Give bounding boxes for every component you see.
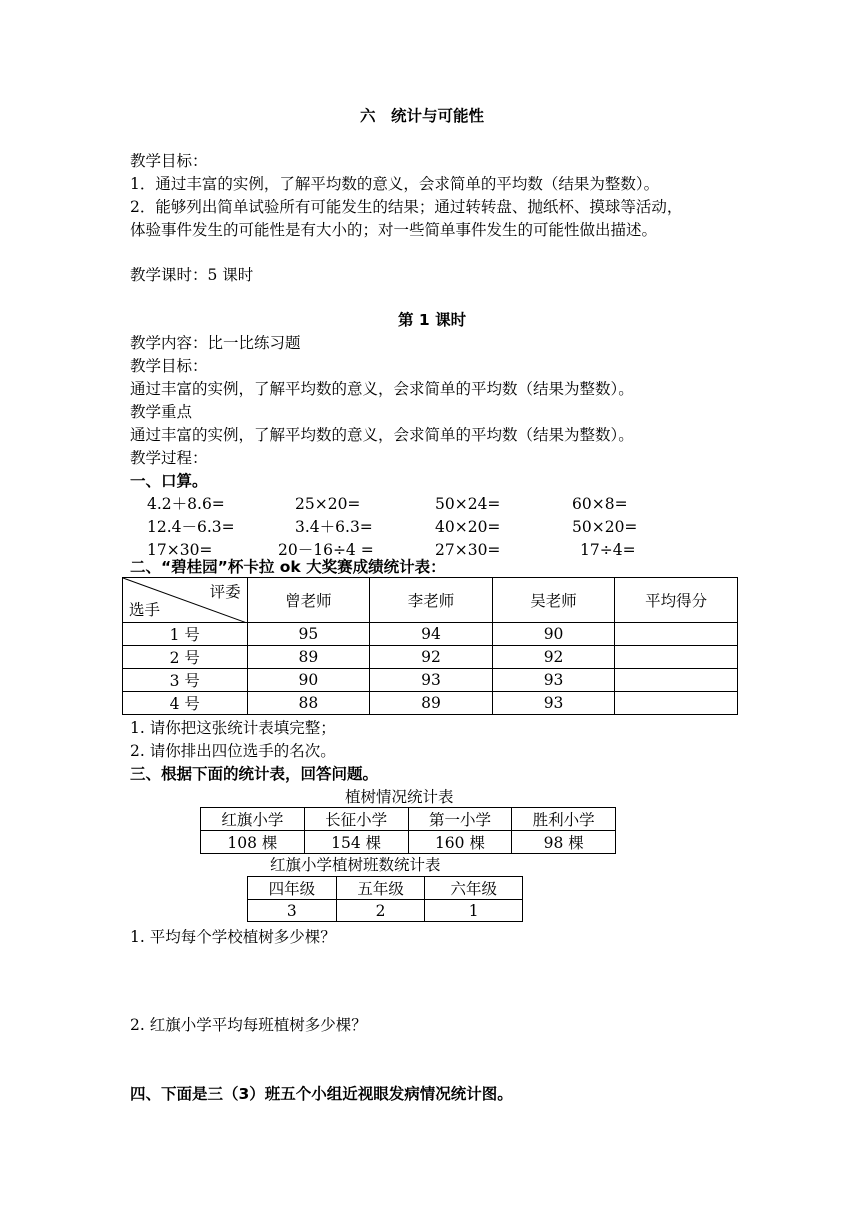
lesson-process-heading: 教学过程： (130, 449, 208, 467)
table-cell: 93 (492, 692, 615, 715)
table-header: 李老师 (370, 578, 493, 623)
class-count-table (247, 876, 523, 922)
table-cell: 160 棵 (408, 831, 512, 854)
arith-item: 60×8= (572, 495, 628, 513)
arith-item: 27×30= (435, 541, 501, 559)
arith-item: 17×30= (147, 541, 213, 559)
planting-table (200, 807, 616, 854)
objective-2-cont: 体验事件发生的可能性是有大小的；对一些简单事件发生的可能性做出描述。 (130, 221, 658, 239)
table-cell: 154 棵 (304, 831, 408, 854)
section3-heading: 三、根据下面的统计表，回答问题。 (130, 765, 379, 783)
table-cell: 1 (425, 900, 523, 922)
table-row (123, 669, 738, 692)
class-hours: 教学课时：5 课时 (130, 266, 254, 284)
lesson-content: 教学内容：比一比练习题 (130, 334, 301, 352)
table-header: 四年级 (248, 877, 337, 900)
lesson-key-heading: 教学重点 (130, 403, 193, 421)
arith-item: 3.4＋6.3= (295, 518, 373, 536)
objective-2: 2．能够列出简单试验所有可能发生的结果；通过转转盘、抛纸杯、摸球等活动， (130, 198, 683, 216)
table-cell: 3 (248, 900, 337, 922)
table-cell: 3 号 (123, 669, 248, 692)
table-row (201, 831, 616, 854)
objectives-heading: 教学目标： (130, 152, 208, 170)
table-cell: 93 (370, 669, 493, 692)
table1-title: 植树情况统计表 (345, 788, 454, 806)
table-cell (615, 692, 738, 715)
lesson-key: 通过丰富的实例，了解平均数的意义，会求简单的平均数（结果为整数）。 (130, 426, 634, 444)
table-cell: 1 号 (123, 623, 248, 646)
table-cell (615, 623, 738, 646)
table-row (123, 646, 738, 669)
table-cell: 108 棵 (201, 831, 305, 854)
table-cell: 4 号 (123, 692, 248, 715)
corner-cell (123, 578, 248, 623)
table-cell: 93 (492, 669, 615, 692)
table-header: 平均得分 (615, 578, 738, 623)
table-header: 吴老师 (492, 578, 615, 623)
arith-item: 25×20= (295, 495, 361, 513)
section2-heading: 二、“碧桂园”杯卡拉 ok 大奖赛成绩统计表： (130, 558, 446, 576)
corner-bottom-label: 选手 (129, 601, 161, 619)
section1-heading: 一、口算。 (130, 472, 208, 490)
table-row (248, 900, 523, 922)
arith-item: 20－16÷4 = (278, 541, 374, 559)
table-cell: 90 (247, 669, 370, 692)
table-cell (615, 669, 738, 692)
table-cell: 2 号 (123, 646, 248, 669)
arith-item: 40×20= (435, 518, 501, 536)
objective-1: 1．通过丰富的实例，了解平均数的意义，会求简单的平均数（结果为整数）。 (130, 175, 660, 193)
section4-heading: 四、下面是三（3）班五个小组近视眼发病情况统计图。 (130, 1085, 513, 1103)
table-cell: 94 (370, 623, 493, 646)
table-cell: 92 (370, 646, 493, 669)
table-header: 六年级 (425, 877, 523, 900)
lesson-title: 第 1 课时 (398, 311, 467, 329)
lesson-goal: 通过丰富的实例，了解平均数的意义，会求简单的平均数（结果为整数）。 (130, 380, 634, 398)
table-header: 曾老师 (247, 578, 370, 623)
table-cell: 88 (247, 692, 370, 715)
table-cell: 98 棵 (512, 831, 616, 854)
arith-item: 50×20= (572, 518, 638, 536)
table-cell: 89 (370, 692, 493, 715)
section2-question-2: 2. 请你排出四位选手的名次。 (130, 742, 336, 760)
table-cell: 89 (247, 646, 370, 669)
table-cell (615, 646, 738, 669)
table-cell: 90 (492, 623, 615, 646)
table-row (123, 692, 738, 715)
section3-question-1: 1. 平均每个学校植树多少棵？ (130, 928, 336, 946)
page-title: 六 统计与可能性 (360, 107, 485, 125)
table-row (123, 623, 738, 646)
table-header: 第一小学 (408, 808, 512, 831)
arith-item: 17÷4= (580, 541, 636, 559)
table-header: 五年级 (336, 877, 425, 900)
score-table (122, 577, 738, 715)
section2-question-1: 1. 请你把这张统计表填完整； (130, 719, 336, 737)
arith-item: 4.2＋8.6= (147, 495, 225, 513)
table-cell: 2 (336, 900, 425, 922)
section3-question-2: 2. 红旗小学平均每班植树多少棵？ (130, 1016, 367, 1034)
table-cell: 92 (492, 646, 615, 669)
lesson-goal-heading: 教学目标： (130, 357, 208, 375)
arith-item: 12.4－6.3= (147, 518, 235, 536)
table-header: 长征小学 (304, 808, 408, 831)
corner-top-label: 评委 (209, 583, 241, 601)
table-header: 红旗小学 (201, 808, 305, 831)
arith-item: 50×24= (435, 495, 501, 513)
table2-title: 红旗小学植树班数统计表 (270, 856, 441, 874)
table-cell: 95 (247, 623, 370, 646)
table-header: 胜利小学 (512, 808, 616, 831)
